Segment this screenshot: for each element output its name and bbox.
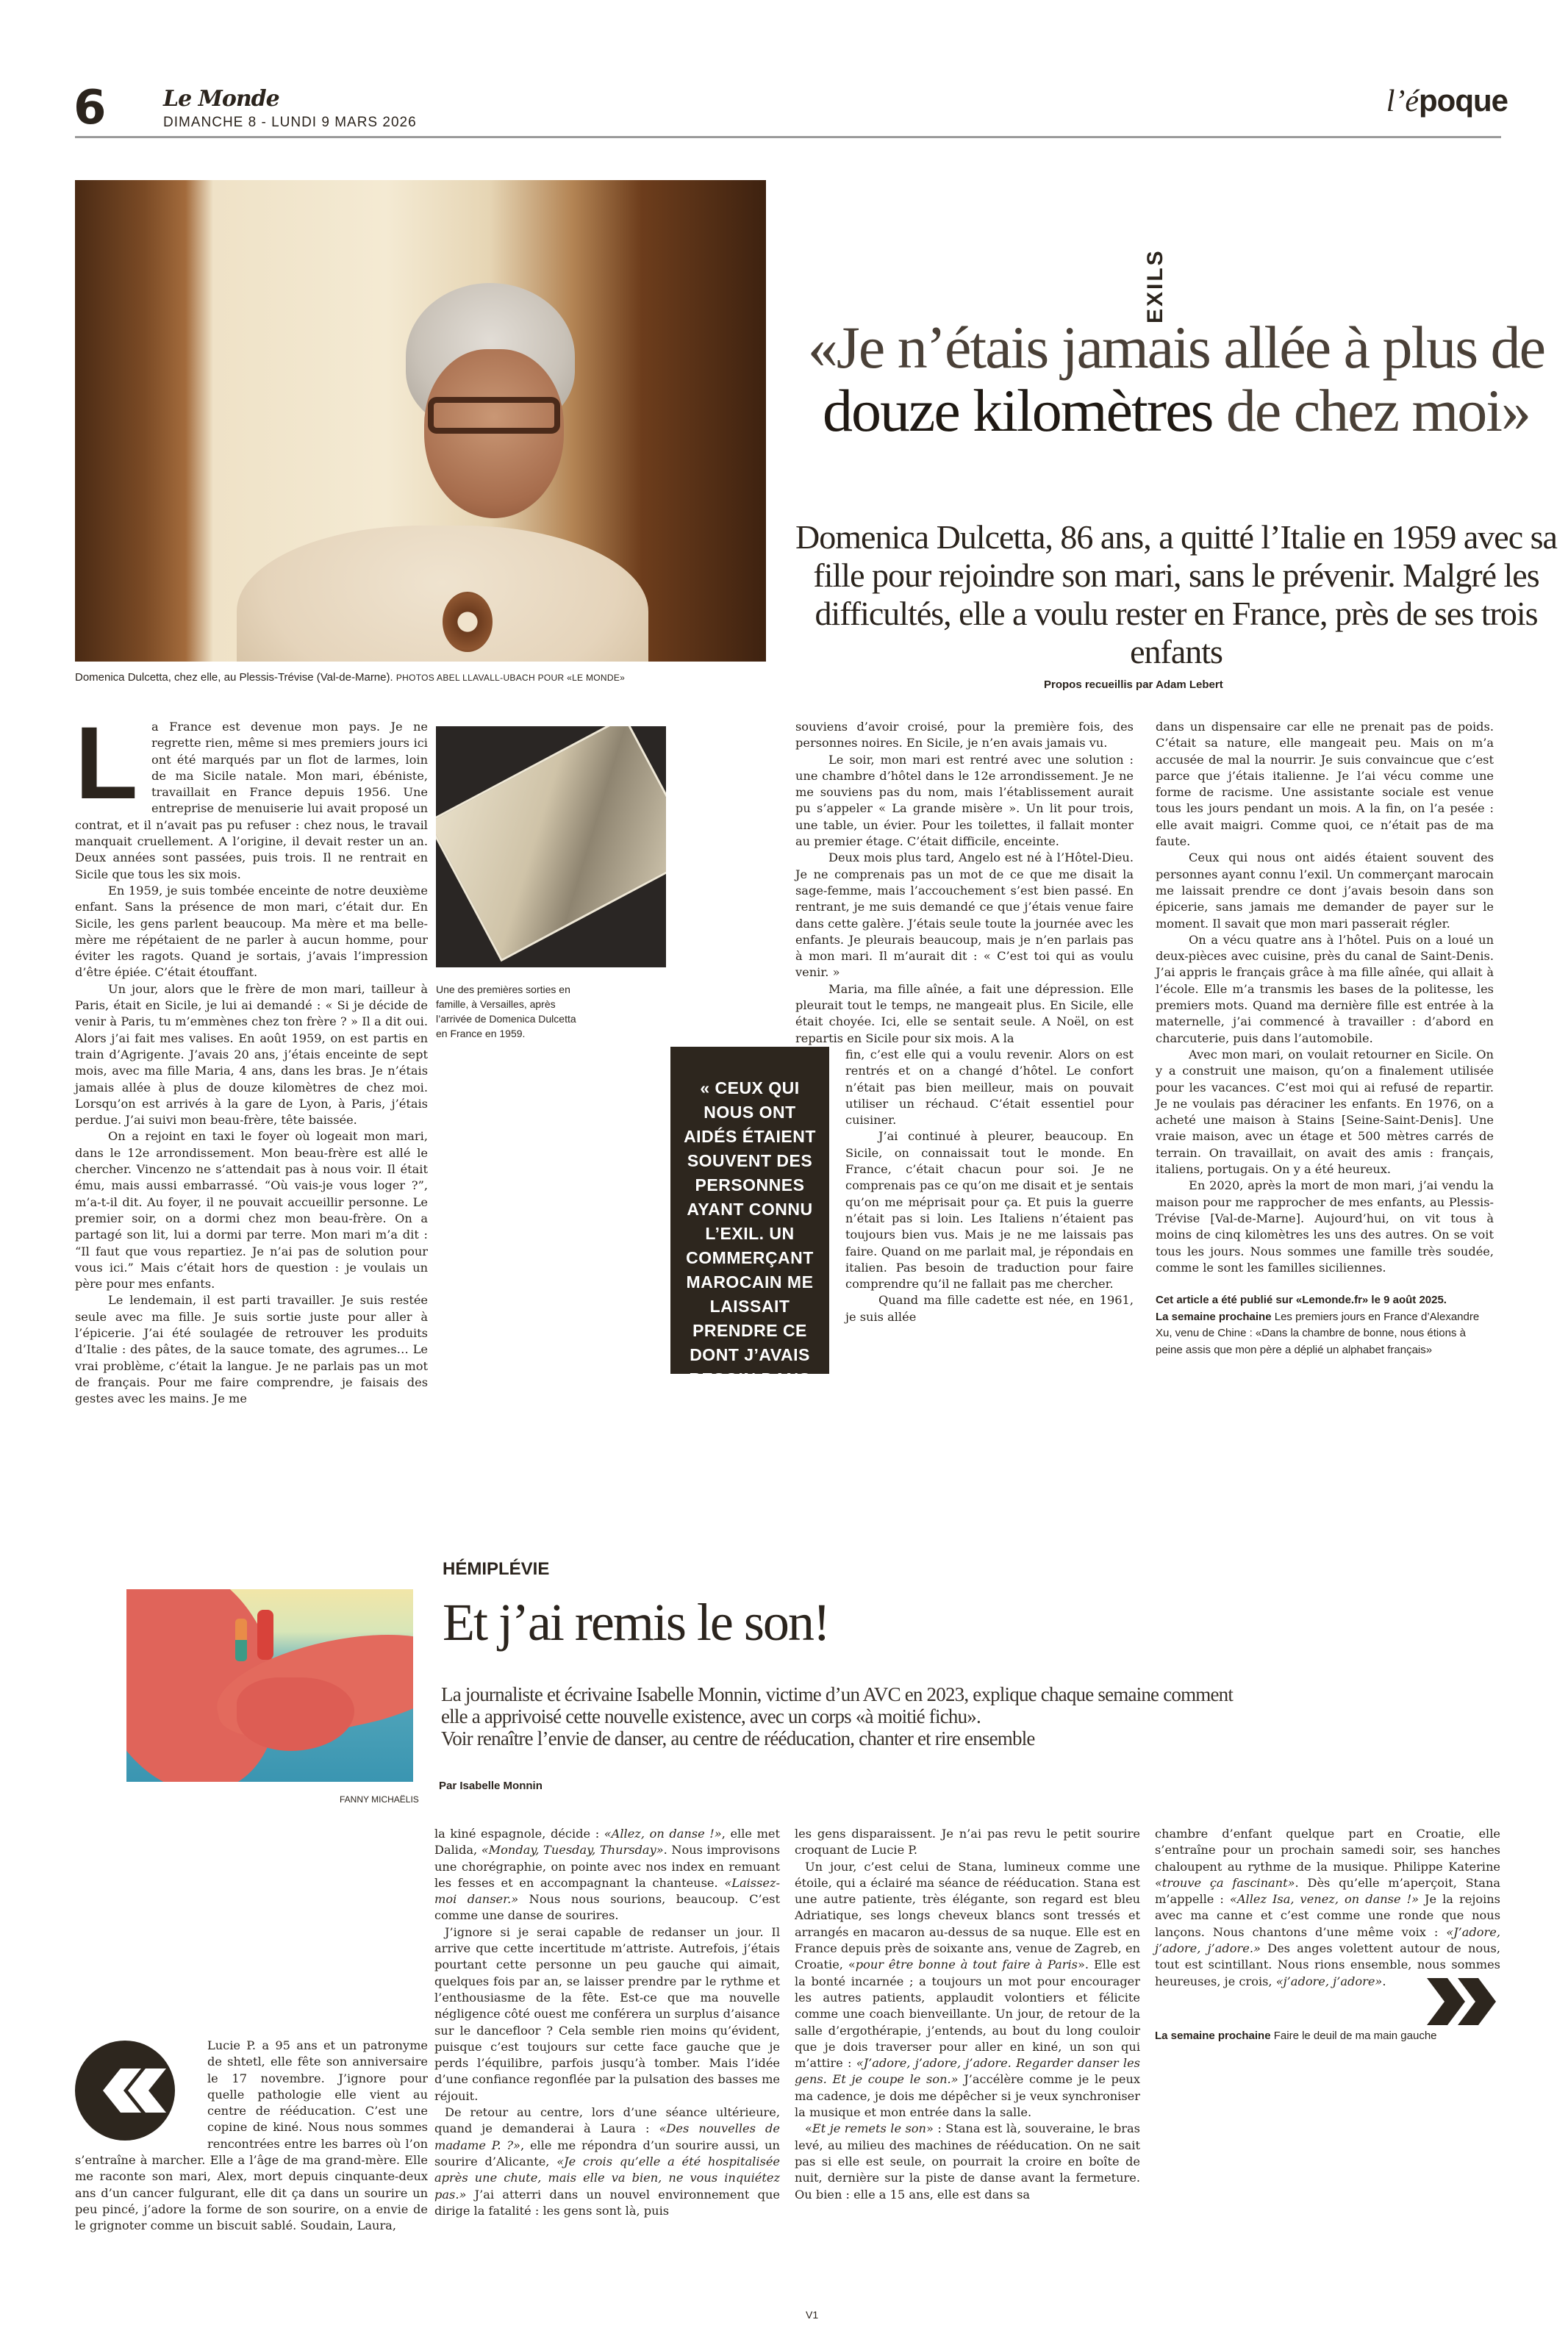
paragraph: Deux mois plus tard, Angelo est né à l’Hôtel-Dieu. Je ne comprenais pas un mot de ce que me disait la sage-femme, mais l’accouchement s’est bien passé. En rentrant, je me suis demandé ce que j’étais venue faire dans cette galère. J’étais seule toute la journée avec les enfants. Je pleurais beaucoup, mais je n’en parlais pas à mon mari. Il m’aurait dit : « C’est toi qui as voulu venir. » bbox=[795, 850, 1134, 980]
next-week-text: Faire le deuil de ma main gauche bbox=[1270, 2029, 1437, 2042]
text-run: De retour au centre, lors d’une séance ultérieure, quand je demanderai à Laura : bbox=[434, 2105, 780, 2136]
paragraph: Quand ma fille cadette est née, en 1961, je suis allée bbox=[845, 1293, 1134, 1324]
paragraph: a France est devenue mon pays. Je ne regrette rien, même si mes premiers jours ici ont été marqués par un flot de larmes, loin de ma Sicile natale. Mon mari, ébéniste, travaillait en France depuis 1956. Une entreprise de menuiserie lui avait proposé un contrat, et il n’avait pas pu refuser : chez nous, le travail manquait cruellement. A l’origine, il devait rester un an. Deux années sont passées, puis trois. Il ne rentrait en Sicile que tous les six mois. bbox=[75, 720, 428, 881]
column-kicker: HÉMIPLÉVIE bbox=[443, 1559, 550, 1579]
paragraph bbox=[434, 2105, 780, 2219]
paragraph: fin, c’est elle qui a voulu revenir. Alors on est rentrés et on a changé d’hôtel. Le confort n’était pas bien meilleur, mais on pouvait utiliser un réchaud. C’était essentiel pour cuisiner. bbox=[845, 1047, 1134, 1128]
issue-date: DIMANCHE 8 - LUNDI 9 MARS 2026 bbox=[163, 115, 417, 130]
column-text-1 bbox=[75, 2038, 428, 2235]
drop-cap: L bbox=[75, 705, 138, 820]
paragraph: les gens disparaissent. Je n’ai pas revu le petit sourire croquant de Lucie P. bbox=[795, 1827, 1140, 1858]
standfirst-line: Voir renaître l’envie de danser, au centre de rééducation, chanter et rire ensemble bbox=[441, 1727, 1035, 1749]
text-run: » : Stana est là, souveraine, le bras levé, au milieu des machines de rééducation. On ne sait pas si elle est seule, on pourrait la croire en boîte de nuit, dernière sur la piste de danse avant la fermeture. Ou bien : elle a 15 ans, elle est dans sa bbox=[795, 2121, 1140, 2202]
paragraph: dans un dispensaire car elle ne prenait pas de poids. C’était sa nature, elle mangeait peu. Mais on m’a accusée de mal la nourrir. Je suis convaincue que c’est parce que j’étais italienne. Je l’ai vécu comme une forme de racisme. Une assistante sociale est venue tous les jours pendant un mois. A la fin, on l’a pesée : elle avait maigri. Comme quoi, ce n’était pas de ma faute. bbox=[1156, 720, 1494, 849]
photo-credit: PHOTOS ABEL LLAVALL-UBACH POUR «LE MONDE» bbox=[395, 673, 626, 683]
paragraph: Ceux qui nous ont aidés étaient souvent des personnes ayant connu l’exil. Un commerçant marocain me laissait prendre ce dont j’avais besoin dans son épicerie, sans jamais me demander de payer sur le moment. Il savait que mon mari passerait régler. bbox=[1156, 850, 1494, 931]
publication-note: Cet article a été publié sur «Lemonde.fr» le 9 août 2025. bbox=[1156, 1294, 1447, 1307]
paragraph: Avec mon mari, on voulait retourner en Sicile. On y a construit une maison, qu’on a finalement utilisée pour les vacances. C’est moi qui ai refusé de repartir. Je ne voulais pas déraciner les enfants. En 1976, on a acheté une maison à Stains [Seine-Saint-Denis]. Une vraie maison, avec un étage et 500 mètres carrés de terrain. On travaillait, on avait des amis : français, italiens, portugais. On y a été heureux. bbox=[1156, 1047, 1494, 1177]
header-divider bbox=[75, 136, 1501, 138]
photo-caption bbox=[75, 670, 766, 685]
article-column-1 bbox=[75, 705, 428, 1407]
article-column-3 bbox=[1156, 719, 1494, 1358]
illustration bbox=[126, 1589, 413, 1782]
column-text-4 bbox=[1155, 1826, 1500, 2044]
text-run: , elle me répondra d’un sourire aussi, un sourire d’Alicante, bbox=[434, 2138, 780, 2168]
photo-figure-body bbox=[237, 526, 648, 662]
text-run: . Dès qu’elle m’aperçoit, Stana m’appelle : bbox=[1155, 1875, 1501, 1907]
standfirst-line: elle a apprivoisé cette nouvelle existence, avec un corps «à moitié fichu». bbox=[441, 1705, 981, 1727]
chevron-double-left-icon bbox=[75, 2041, 175, 2141]
next-week-teaser bbox=[1156, 1309, 1494, 1359]
chevron-double-right-icon bbox=[1427, 1978, 1500, 2025]
column-text-2 bbox=[434, 1826, 780, 2219]
quote-run: «trouve ça fascinant» bbox=[1155, 1875, 1295, 1890]
edition-marker: V1 bbox=[806, 2309, 819, 2321]
paragraph: souviens d’avoir croisé, pour la première fois, des personnes noires. En Sicile, je n’en avais jamais vu. bbox=[795, 720, 1134, 751]
headline-part-1: «Je n’étais jamais allée à plus de bbox=[807, 314, 1545, 381]
column-standfirst bbox=[441, 1683, 1485, 1749]
quote-run: «Je crois qu’elle a été hospitalisée après une chute, mais elle va bien, ne vous inquiétez pas.» bbox=[434, 2154, 780, 2202]
family-photo-caption: Une des premières sorties en famille, à Versailles, après l’arrivée de Domenica Dulcetta en France en 1959. bbox=[436, 984, 576, 1039]
photo-figure-face bbox=[424, 349, 564, 518]
standfirst-line: La journaliste et écrivaine Isabelle Monnin, victime d’un AVC en 2023, explique chaque semaine comment bbox=[441, 1683, 1234, 1705]
article-column-2-flow bbox=[680, 719, 1134, 1413]
paragraph: On a vécu quatre ans à l’hôtel. Puis on a loué un deux-pièces avec cuisine, près du canal de Saint-Denis. J’ai appris le français grâce à ma fille aînée, qui allait à l’école. Elle m’a transmis les bases de la politesse, les premiers mots. Quand ma dernière fille est entrée à la maternelle, j’ai commencé à travailler : d’abord en charcuterie, puis dans l’automobile. bbox=[1156, 932, 1494, 1045]
text-run: la kiné espagnole, décide : bbox=[434, 1827, 604, 1841]
next-week-label: La semaine prochaine bbox=[1155, 2029, 1271, 2042]
column-headline: Et j’ai remis le son! bbox=[443, 1593, 829, 1652]
text-run: Un jour, c’est celui de Stana, lumineux comme une étoile, qui a éclairé ma séance de rééducation. Stana est une autre patiente, très élégante, son regard est bleu Adriatique, ses longs cheveux blancs sont tressés et arrangés en macaron au-dessus de sa nuque. Elle est en France depuis près de soixante ans, venue de Zagreb, en Croatie, « bbox=[795, 1859, 1140, 1972]
section-label-prefix: l’é bbox=[1386, 85, 1420, 118]
column-text-3 bbox=[795, 1826, 1140, 2203]
headline-emphasis: douze kilomètres bbox=[822, 377, 1213, 444]
text-run: . bbox=[1382, 1974, 1386, 1988]
article-standfirst: Domenica Dulcetta, 86 ans, a quitté l’Italie en 1959 avec sa fille pour rejoindre son mari, sans le prévenir. Malgré les difficultés, elle a voulu rester en France, près de ses trois enfants bbox=[795, 518, 1557, 670]
headline-part-2: de chez moi» bbox=[1212, 377, 1531, 444]
illustration-credit: FANNY MICHAËLIS bbox=[340, 1794, 419, 1805]
article-headline bbox=[779, 316, 1568, 443]
column-byline: Par Isabelle Monnin bbox=[439, 1780, 543, 1792]
text-run: Je la rejoins avec ma canne et c’est comme une ronde que nous lançons. Nous chantons d’une même voix : bbox=[1155, 1892, 1500, 1939]
masthead-logo: Le Monde bbox=[163, 86, 279, 112]
old-photo-print bbox=[436, 726, 666, 961]
photo-glasses bbox=[428, 397, 560, 434]
quote-run: «Allez Isa, venez, on danse !» bbox=[1229, 1892, 1419, 1907]
paragraph: Un jour, alors que le frère de mon mari, tailleur à Paris, était en Sicile, je lui ai demandé : « Si je décide de venir à Paris, tu m’emmènes chez ton frère ? » Il a dit oui. Alors j’ai fait mes valises. En août 1959, on est partis en train d’Agrigente. J’avais 20 ans, j’étais enceinte de sept mois, avec ma fille Maria, 4 ans, dans les bras. Je n’étais jamais allée à plus de douze kilomètres de chez moi. Lorsqu’on est arrivés à la gare de Lyon, à Paris, j’étais perdue. J’ai suivi mon beau-frère, tête baissée. bbox=[75, 981, 428, 1128]
quote-run: «J’adore, j’adore, j’adore. Regarder danser les gens. Et je coupe le son.» bbox=[795, 2056, 1140, 2087]
text-run: J’accélère comme je le peux ma cadence, je dois me dépêcher si je veux synchroniser la musique et mon entrée dans la salle. bbox=[795, 2072, 1140, 2120]
quote-run: «Monday, Tuesday, Thursday» bbox=[481, 1843, 664, 1858]
text-run: Nous nous sourions, beaucoup. C’est comme une danse de sourires. bbox=[434, 1892, 780, 1923]
next-week-label: La semaine prochaine bbox=[1156, 1310, 1272, 1323]
text-run: « bbox=[805, 2121, 812, 2136]
section-label-rest: poque bbox=[1419, 83, 1508, 118]
illustration-hand bbox=[237, 1677, 354, 1751]
article-byline: Propos recueillis par Adam Lebert bbox=[1044, 678, 1223, 691]
paragraph: On a rejoint en taxi le foyer où logeait mon mari, dans le 12e arrondissement. Mon beau-frère est allé le chercher. Vincenzo ne s’attendait pas à nous voir. Il était ému, mais aussi embarrassé. “Où vais-je vous loger ?”, m’a-t-il dit. Au foyer, il ne pouvait accueillir personne. Le premier soir, on a dormi chez mon beau-frère. On a partagé son lit, lui a dormi par terre. Mon mari m’a dit : “Il faut que vous repartiez. Je n’ai pas de solution pour vous ici.” Mais c’était hors de question : je voulais un père pour mes enfants. bbox=[75, 1129, 428, 1292]
paragraph bbox=[1155, 1826, 1500, 1990]
text-run: Des anges volettent autour de nous, tout est scintillant. Nous rions ensemble, nous sommes heureuses, je crois, bbox=[1155, 1941, 1500, 1988]
section-label bbox=[1386, 82, 1508, 120]
quote-run: «Des nouvelles de madame P. ?» bbox=[434, 2121, 780, 2152]
photo-caption-text: Domenica Dulcetta, chez elle, au Plessis-Trévise (Val-de-Marne). bbox=[75, 671, 396, 684]
quote-run: «j’adore, j’adore» bbox=[1275, 1974, 1383, 1988]
quote-run: pour être bonne à tout faire à Paris bbox=[855, 1957, 1078, 1972]
quote-run: «J’adore, j’adore, j’adore.» bbox=[1155, 1924, 1500, 1956]
text-run: ». Elle est la bonté incarnée ; a toujours un mot pour encourager les autres patients, applaudit volontiers et félicite comme une coach bienveillante. Un jour, de retour de la salle d’ergothérapie, j’entends, au bout du long couloir que je dois traverser pour aller en kiné, un son qui m’attire : bbox=[795, 1957, 1141, 2071]
paragraph: Le soir, mon mari est rentré avec une solution : une chambre d’hôtel dans le 12e arrondissement. Je ne me souviens pas du nom, mais l’établissement aurait pu s’appeler « La grande misère ». Un lit pour trois, une table, un évier. Pour les toilettes, il fallait monter au premier étage. C’était difficile, enceinte. bbox=[795, 752, 1134, 849]
text-run: , elle met Dalida, bbox=[434, 1827, 781, 1858]
quote-run: «Allez, on danse !» bbox=[604, 1827, 722, 1841]
next-week-teaser bbox=[1155, 2028, 1500, 2045]
paragraph: Maria, ma fille aînée, a fait une dépression. Elle pleurait tout le temps, ne mangeait plus. En Sicile, elle était choyée. Ici, elle se sentait seule. A Noël, on est repartis en Sicile pour six mois. A la bbox=[795, 981, 1134, 1045]
paragraph: Le lendemain, il est parti travailler. Je suis restée seule avec ma fille. Je suis sortie juste pour aller à l’épicerie. J’ai été soulagée de retrouver les produits d’Italie : des pâtes, de la sauce tomate, des agrumes… Le vrai problème, c’était la langue. Je ne parlais pas un mot de français. Pour me faire comprendre, je faisais des gestes avec les mains. Je me bbox=[75, 1293, 428, 1406]
paragraph: Lucie P. a 95 ans et un patronyme de shtetl, elle fête son anniversaire le 17 novembre. J’ignore pour quelle pathologie elle vient au centre de rééducation. C’est une copine de kiné. Nous nous sommes rencontrées entre les barres où l’on s’entraîne à marcher. Elle a l’âge de ma grand-mère. Elle me raconte son mari, Alex, mort depuis cinquante-deux ans d’un cancer fulgurant, elle dit ça dans un sourire un peu pincé, j’adore la forme de son sourire, on a envie de le grignoter comme un biscuit sablé. Soudain, Laura, bbox=[75, 2038, 428, 2233]
paragraph: J’ai continué à pleurer, beaucoup. En Sicile, on connaissait tout le monde. En France, c’était chacun pour soi. Je ne comprenais pas ce qu’on me disait et je sentais qu’on me méprisait pour ça. Et puis la guerre n’était pas si loin. Les Italiens n’étaient pas toujours bien vus. Mais je ne me laissais pas faire. Quand on me parlait mal, je répondais en italien. Pas besoin de traduction pour faire comprendre qu’il ne fallait pas me chercher. bbox=[845, 1129, 1134, 1292]
paragraph: J’ignore si je serai capable de redanser un jour. Il arrive que cette incertitude m’attriste. Autrefois, j’étais pourtant cette personne un peu gauche qui aimait, quelques fois par an, se laisser prendre par le rythme et l’enthousiasme de la fête. Est-ce que ma nouvelle négligence côté ouest me conférera un surplus d’aisance sur le dancefloor ? Cela semble rien moins qu’évident, puisque c’est toujours sur cette face gauche que je perds l’équilibre, parfois jusqu’à tomber. Mais l’idée d’une confiance regonflée par la pulsation des basses me réjouit. bbox=[434, 1924, 780, 2103]
portrait-photo bbox=[75, 180, 766, 662]
illustration-dancer bbox=[235, 1619, 247, 1661]
paragraph bbox=[434, 1826, 780, 1924]
text-run: chambre d’enfant quelque part en Croatie, elle s’entraîne pour un prochain samedi soir, ses hanches chaloupent au rythme de la musique. Philippe Katerine bbox=[1155, 1827, 1500, 1874]
paragraph: En 1959, je suis tombée enceinte de notre deuxième enfant. Sans la présence de mon mari, c’était dur. En Sicile, les gens parlent beaucoup. Ma mère et ma belle-mère me répétaient de ne parler à aucun homme, pour éviter les ragots. Quand je sortais, j’avais l’impression d’être épiée. C’était étouffant. bbox=[75, 883, 428, 980]
quote-run: «Laissez-moi danser.» bbox=[434, 1875, 780, 1907]
next-week-text: Les premiers jours en France d’Alexandre Xu, venu de Chine : «Dans la chambre de bonne, nous étions à peine assis que mon père a déplié un alphabet français» bbox=[1156, 1310, 1480, 1356]
text-run: J’ai atterri dans un nouvel environnement que dirige la fatalité : les gens sont là, puis bbox=[434, 2187, 780, 2218]
quote-run: Et je remets le son bbox=[812, 2121, 926, 2136]
paragraph: En 2020, après la mort de mon mari, j’ai vendu la maison pour me rapprocher de mes enfants, au Plessis-Trévise [Val-de-Marne]. Aujourd’hui, on vit tous à moins de cinq kilomètres les uns des autres. On se voit tous les jours. Nous sommes une famille très soudée, comme le sont les familles siciliennes. bbox=[1156, 1178, 1494, 1275]
article-kicker-text: EXILS bbox=[1143, 248, 1167, 323]
page-number: 6 bbox=[74, 81, 107, 135]
article-column-2 bbox=[670, 719, 1134, 1413]
family-photo bbox=[436, 726, 666, 967]
paragraph bbox=[795, 2121, 1140, 2202]
pull-quote: « CEUX QUI NOUS ONT AIDÉS ÉTAIENT SOUVENT DES PERSONNES AYANT CONNU L’EXIL. UN COMMERÇANT MAROCAIN ME LAISSAIT PRENDRE CE DONT J’AVAIS BESOIN DANS SON ÉPICERIE » bbox=[670, 1047, 829, 1374]
paragraph bbox=[795, 1859, 1140, 2121]
illustration-dancer bbox=[257, 1610, 273, 1660]
text-run: . Nous improvisons une chorégraphie, on pointe avec nos index en remuant les fesses et en accompagnant la chanteuse. bbox=[434, 1843, 780, 1890]
photo-pendant bbox=[443, 592, 493, 652]
